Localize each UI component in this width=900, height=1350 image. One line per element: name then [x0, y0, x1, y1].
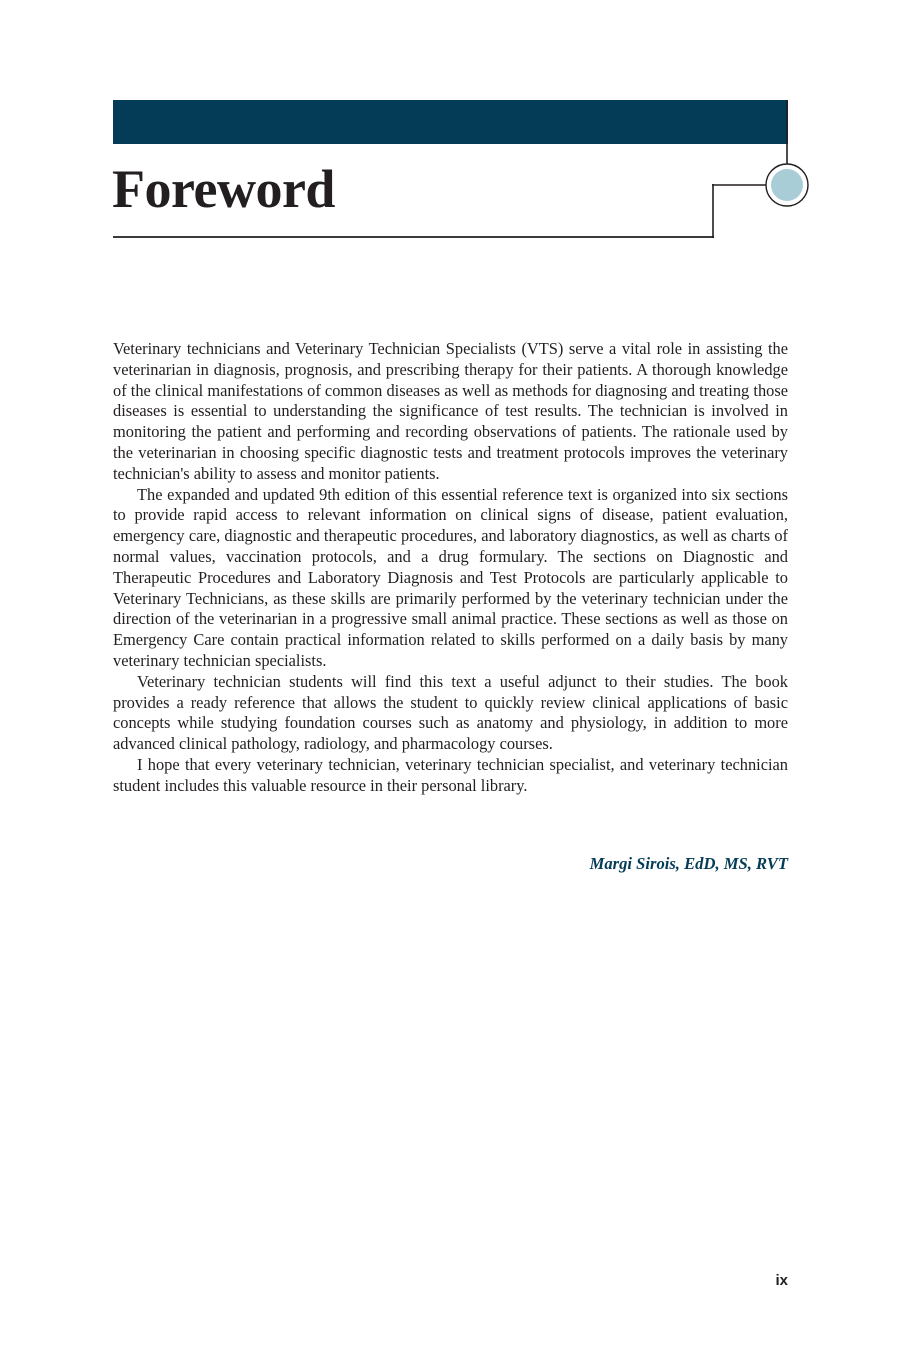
ornament-circle-dot	[771, 169, 803, 201]
page-number: ix	[775, 1272, 788, 1289]
page-title: Foreword	[112, 159, 335, 219]
paragraph: The expanded and updated 9th edition of this essential reference text is organized into six sections to provide rapid access to relevant information on clinical signs of disease, patient evaluation, emergency care, diagnostic and therapeutic procedures, and laboratory diagnostics, as well as charts of normal values, vaccination protocols, and a drug formulary. The sections on Diagnostic and Therapeutic Procedures and Laboratory Diagnosis and Test Protocols are particularly applicable to Veterinary Technicians, as these skills are primarily performed by the veterinary technician under the direction of the veterinarian in a progressive small animal practice. These sections as well as those on Emergency Care contain practical information related to skills performed on a daily basis by many veterinary technician specialists.	[113, 484, 788, 670]
paragraph: Veterinary technicians and Veterinary Technician Specialists (VTS) serve a vital role in assisting the veterinarian in diagnosis, prognosis, and prescribing therapy for their patients. A thorough knowledge of the clinical manifestations of common diseases as well as methods for diagnosing and treating those diseases is essential to understanding the significance of test results. The technician is involved in monitoring the patient and performing and recording observations of patients. The rationale used by the veterinarian in choosing specific diagnostic tests and treatment protocols improves the veterinary technician's ability to assess and monitor patients.	[113, 339, 788, 483]
foreword-body	[113, 339, 788, 797]
author-signature: Margi Sirois, EdD, MS, RVT	[589, 854, 788, 873]
paragraph: Veterinary technician students will find this text a useful adjunct to their studies. The book provides a ready reference that allows the student to quickly review clinical applications of basic concepts while studying foundation courses such as anatomy and physiology, in addition to more advanced clinical pathology, radiology, and pharmacology courses.	[113, 671, 788, 754]
paragraph: I hope that every veterinary technician, veterinary technician specialist, and veterinary technician student includes this valuable resource in their personal library.	[113, 754, 788, 795]
